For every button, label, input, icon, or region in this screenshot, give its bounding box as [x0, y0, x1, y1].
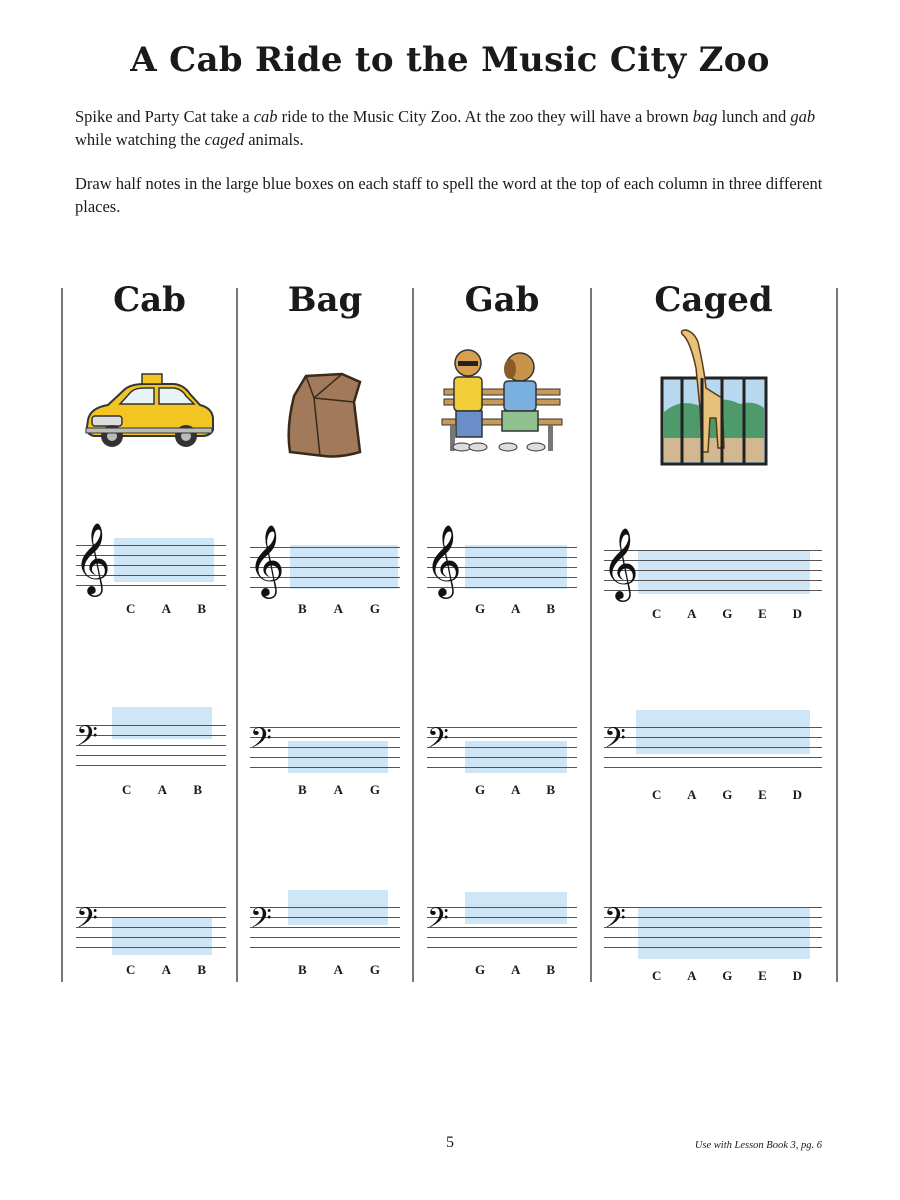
treble-staff-caged: [602, 526, 822, 599]
treble-staff-cab: [74, 521, 226, 594]
bass-clef-icon: 𝄢: [76, 720, 98, 760]
column-divider: [412, 288, 414, 982]
note-letters: G A B: [475, 601, 555, 616]
column-title-caged: Caged: [654, 280, 773, 320]
treble-clef-icon: 𝄞: [425, 523, 462, 596]
column-divider: [590, 288, 592, 982]
note-letters: G A B: [475, 962, 555, 977]
note-letters: B A G: [298, 962, 380, 977]
treble-staff-gab: [425, 523, 577, 596]
note-letters: B A G: [298, 782, 380, 797]
answer-box[interactable]: [638, 550, 810, 594]
column-divider: [61, 288, 63, 982]
bass-clef-icon: 𝄢: [250, 722, 272, 762]
bass-staff-gab: [427, 722, 577, 765]
answer-box[interactable]: [465, 892, 567, 924]
note-letters: C A B: [126, 601, 206, 616]
bass-staff-cab: [76, 720, 226, 763]
column-title-bag: Bag: [287, 280, 363, 320]
lesson-reference: Use with Lesson Book 3, pg. 6: [694, 1140, 822, 1151]
intro-paragraph: Spike and Party Cat take a cab ride to the Music City Zoo. At the zoo they will have a brown bag lunch and gab while watching the caged animals.: [75, 107, 816, 149]
answer-box[interactable]: [112, 917, 212, 955]
instructions-paragraph: Draw half notes in the large blue boxes on each staff to spell the word at the top of each column in three different places.: [75, 174, 823, 216]
bass-staff-caged: [604, 902, 822, 945]
treble-staff-bag: [248, 523, 400, 596]
column-title-cab: Cab: [113, 280, 186, 320]
treble-clef-icon: 𝄞: [248, 523, 285, 596]
bass-staff-bag: [250, 902, 400, 945]
bass-clef-icon: 𝄢: [604, 902, 626, 942]
bass-clef-icon: 𝄢: [250, 902, 272, 942]
caged-giraffe-illustration: [660, 328, 770, 468]
column-divider: [836, 288, 838, 982]
answer-box[interactable]: [638, 907, 810, 959]
note-letters: C A G E D: [652, 787, 802, 802]
page-title: A Cab Ride to the Music City Zoo: [130, 40, 770, 80]
column-title-gab: Gab: [464, 280, 540, 320]
treble-clef-icon: 𝄞: [74, 521, 111, 594]
page-number: 5: [446, 1134, 454, 1151]
characters-on-bench-illustration: [440, 345, 565, 460]
note-letters: C A G E D: [652, 606, 802, 621]
note-letters: B A G: [298, 601, 380, 616]
taxi-cab-illustration: [82, 370, 217, 455]
bass-clef-icon: 𝄢: [427, 902, 449, 942]
bass-staff-caged: [604, 722, 822, 765]
note-letters: C A B: [126, 962, 206, 977]
bass-clef-icon: 𝄢: [427, 722, 449, 762]
bass-staff-bag: [250, 722, 400, 765]
bass-clef-icon: 𝄢: [76, 902, 98, 942]
note-letters: C A B: [122, 782, 202, 797]
treble-clef-icon: 𝄞: [602, 526, 639, 599]
bass-staff-cab: [76, 902, 226, 945]
note-letters: C A G E D: [652, 968, 802, 983]
note-letters: G A B: [475, 782, 555, 797]
paper-bag-illustration: [280, 368, 368, 460]
bass-staff-gab: [427, 902, 577, 945]
column-divider: [236, 288, 238, 982]
bass-clef-icon: 𝄢: [604, 722, 626, 762]
